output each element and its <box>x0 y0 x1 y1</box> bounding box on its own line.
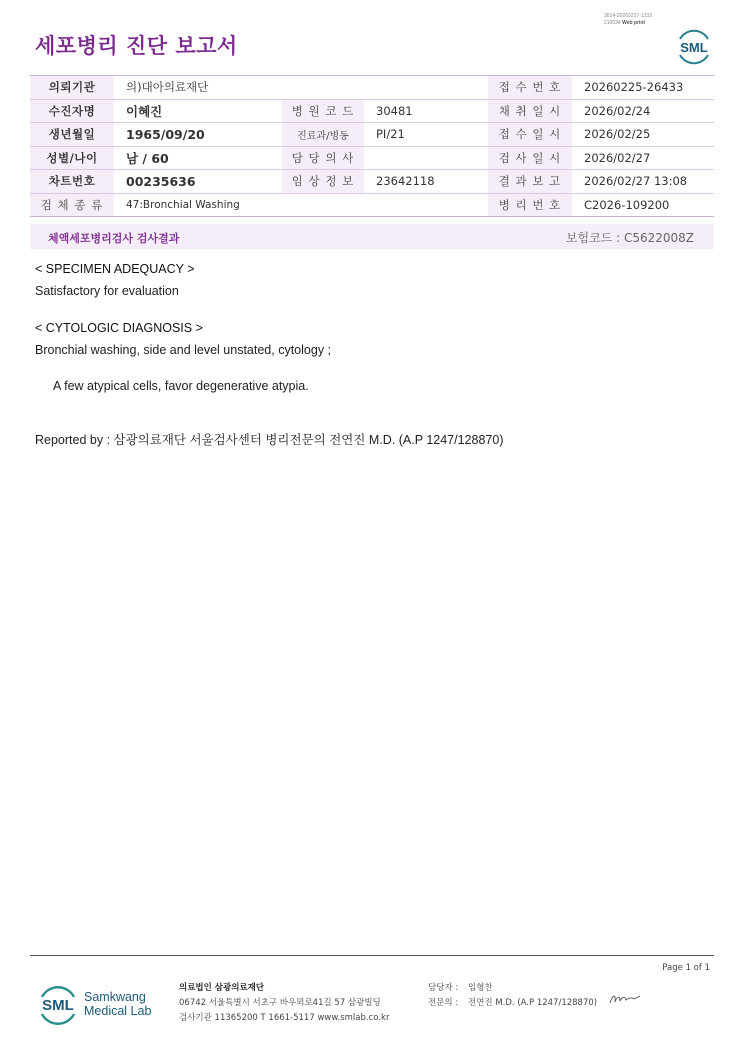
footer-logo-text: SML <box>42 997 74 1014</box>
value-department-ward: PI/21 <box>364 123 488 147</box>
label-sex-age: 성별/나이 <box>30 146 114 170</box>
label-attending-doctor: 담 당 의 사 <box>282 146 364 170</box>
value-accession-number: 20260225-26433 <box>572 76 714 100</box>
label-patient-name: 수진자명 <box>30 99 114 123</box>
print-id-number: 210034 <box>604 19 621 26</box>
value-attending-doctor <box>364 146 488 170</box>
label-result-report: 결 과 보 고 <box>488 170 572 194</box>
table-row <box>30 123 714 147</box>
adequacy-heading: < SPECIMEN ADEQUACY > <box>35 262 195 276</box>
print-id <box>604 13 652 26</box>
label-test-date: 검 사 일 시 <box>488 146 572 170</box>
staff-name: 임형찬 <box>468 983 493 993</box>
specialist-label: 전문의 : <box>428 998 459 1008</box>
org-name: 의료법인 삼광의료재단 <box>179 983 265 993</box>
footer-staff <box>428 981 597 1011</box>
staff-label: 담당자 : <box>428 983 459 993</box>
signature-icon <box>608 990 642 1008</box>
value-requesting-institution: 의)대아의료재단 <box>114 76 488 100</box>
value-hospital-code: 30481 <box>364 99 488 123</box>
value-patient-name: 이혜진 <box>114 99 282 123</box>
diagnosis-line-1: Bronchial washing, side and level unstated, cytology ; <box>35 343 332 357</box>
value-test-date: 2026/02/27 <box>572 146 714 170</box>
web-print-label: Web print <box>622 19 646 26</box>
table-row <box>30 76 714 100</box>
sml-logo-text: SML <box>680 40 708 55</box>
value-chart-number: 00235636 <box>114 170 282 194</box>
value-birth-date: 1965/09/20 <box>114 123 282 147</box>
value-received-date: 2026/02/25 <box>572 123 714 147</box>
label-received-date: 접 수 일 시 <box>488 123 572 147</box>
value-result-report: 2026/02/27 13:08 <box>572 170 714 194</box>
specialist-name: 전연진 M.D. (A.P 1247/128870) <box>468 998 598 1008</box>
label-collection-date: 채 취 일 시 <box>488 99 572 123</box>
footer-divider <box>30 955 714 956</box>
table-row <box>30 99 714 123</box>
label-chart-number: 차트번호 <box>30 170 114 194</box>
table-row <box>30 146 714 170</box>
table-row <box>30 193 714 217</box>
label-hospital-code: 병 원 코 드 <box>282 99 364 123</box>
org-contact: 검사기관 11365200 T 1661-5117 www.smlab.co.kr <box>179 1013 390 1023</box>
label-department-ward: 진료과/병동 <box>282 123 364 147</box>
page-title: 세포병리 진단 보고서 <box>35 34 238 58</box>
label-accession-number: 접 수 번 호 <box>488 76 572 100</box>
label-clinical-info: 임 상 정 보 <box>282 170 364 194</box>
value-specimen-type: 47:Bronchial Washing <box>114 193 488 217</box>
adequacy-text: Satisfactory for evaluation <box>35 284 179 298</box>
sml-logo-icon <box>673 26 715 66</box>
value-sex-age: 남 / 60 <box>114 146 282 170</box>
section-title: 체액세포병리검사 검사결과 <box>48 232 180 245</box>
patient-info-table <box>30 75 714 217</box>
label-birth-date: 생년월일 <box>30 123 114 147</box>
reported-by: Reported by : 삼광의료재단 서울검사센터 병리전문의 전연진 M.D. (A.P 1247/128870) <box>35 433 504 447</box>
page-number: Page 1 of 1 <box>662 963 710 973</box>
org-address: 06742 서울특별시 서초구 바우뫼로41길 57 삼광빌딩 <box>179 998 381 1008</box>
footer-brand <box>84 990 151 1018</box>
diagnosis-line-2: A few atypical cells, favor degenerative atypia. <box>53 379 309 393</box>
value-pathology-number: C2026-109200 <box>572 193 714 217</box>
table-row <box>30 170 714 194</box>
value-collection-date: 2026/02/24 <box>572 99 714 123</box>
label-requesting-institution: 의뢰기관 <box>30 76 114 100</box>
brand-line-2: Medical Lab <box>84 1004 152 1018</box>
insurance-code: 보험코드 : C5622008Z <box>565 231 694 245</box>
brand-line-1: Samkwang <box>84 990 146 1004</box>
footer-organization <box>179 981 389 1026</box>
samkwang-logo-icon <box>36 980 80 1026</box>
label-specimen-type: 검 체 종 류 <box>30 193 114 217</box>
label-pathology-number: 병 리 번 호 <box>488 193 572 217</box>
value-clinical-info: 23642118 <box>364 170 488 194</box>
diagnosis-heading: < CYTOLOGIC DIAGNOSIS > <box>35 321 203 335</box>
print-id-line1: 3014-20260227-1333 <box>604 13 652 19</box>
result-section-header <box>30 224 714 249</box>
